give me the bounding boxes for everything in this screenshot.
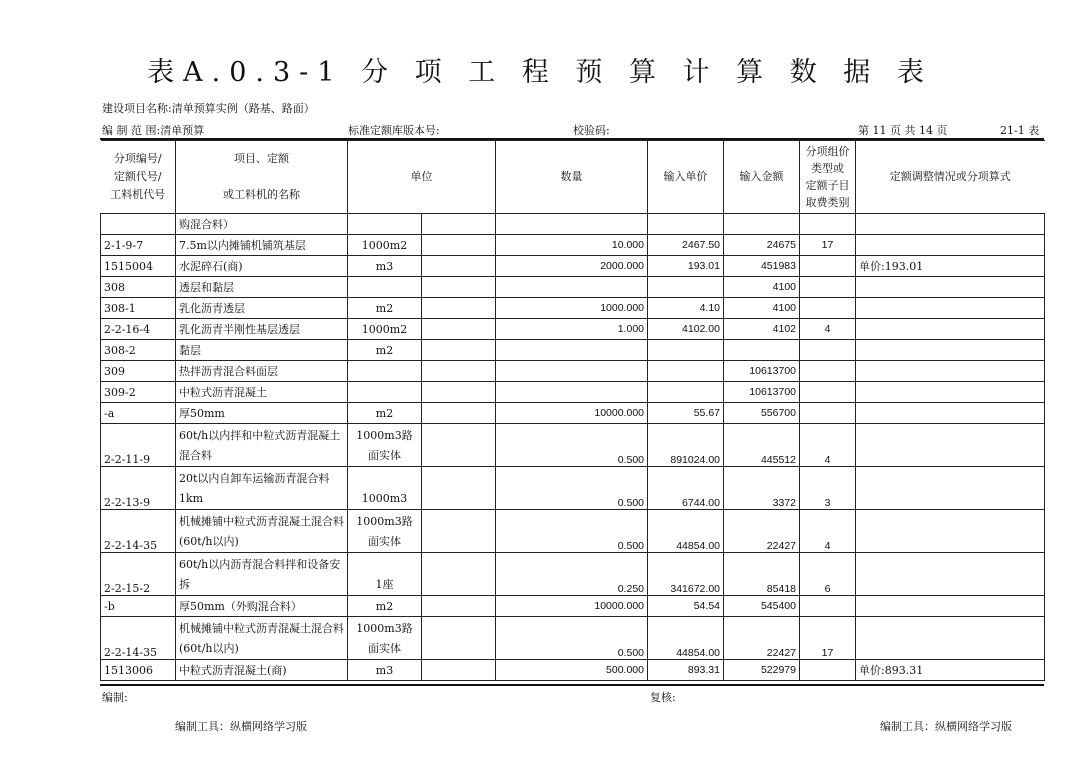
table-number: 21-1 表: [1000, 124, 1040, 137]
row-unit-price: 55.67: [648, 403, 724, 424]
row-category: [800, 361, 856, 382]
row-quantity: 10000.000: [496, 596, 648, 617]
row-name: 透层和黏层: [176, 277, 348, 298]
row-amount: 3372: [724, 467, 800, 510]
row-note: [856, 510, 1045, 553]
table-row: [101, 617, 1045, 660]
row-code: 2-2-14-35: [101, 617, 176, 660]
row-unit-spacer: [422, 467, 496, 510]
row-note: [856, 467, 1045, 510]
table-row: [101, 467, 1045, 510]
header-code: 分项编号/ 定额代号/ 工料机代号: [101, 141, 176, 214]
row-category: 4: [800, 319, 856, 340]
row-quantity: 500.000: [496, 660, 648, 681]
row-name: 中粒式沥青混凝土: [176, 382, 348, 403]
table-row: [101, 214, 1045, 235]
header-name: 项目、定额 或工料机的名称: [176, 141, 348, 214]
row-unit: m3: [348, 660, 422, 681]
header-note: 定额调整情况或分项算式: [856, 141, 1045, 214]
header-category: 分项组价 类型或 定额子目 取费类别: [800, 141, 856, 214]
row-unit-price: [648, 382, 724, 403]
tool-credit-left: 编制工具：纵横网络学习版: [175, 720, 307, 733]
row-amount: [724, 214, 800, 235]
row-name: 7.5m以内摊铺机铺筑基层: [176, 235, 348, 256]
row-quantity: [496, 214, 648, 235]
row-amount: 22427: [724, 510, 800, 553]
row-name: 热拌沥青混合料面层: [176, 361, 348, 382]
row-unit-price: 341672.00: [648, 553, 724, 596]
row-note: [856, 403, 1045, 424]
row-unit-spacer: [422, 319, 496, 340]
row-unit: m2: [348, 403, 422, 424]
table-row: [101, 382, 1045, 403]
row-unit-price: 891024.00: [648, 424, 724, 467]
row-note: [856, 340, 1045, 361]
row-unit-spacer: [422, 660, 496, 681]
page-title: 表A.0.3-1 分 项 工 程 预 算 计 算 数 据 表: [147, 57, 933, 88]
row-category: 17: [800, 617, 856, 660]
row-amount: 556700: [724, 403, 800, 424]
table-body: [101, 214, 1045, 681]
row-name: 乳化沥青半刚性基层透层: [176, 319, 348, 340]
row-unit-price: 54.54: [648, 596, 724, 617]
row-code: 2-2-13-9: [101, 467, 176, 510]
row-amount: 24675: [724, 235, 800, 256]
row-unit-spacer: [422, 382, 496, 403]
table-row: [101, 235, 1045, 256]
row-unit-price: [648, 277, 724, 298]
row-name: 厚50mm: [176, 403, 348, 424]
row-code: 1513006: [101, 660, 176, 681]
row-unit-spacer: [422, 298, 496, 319]
row-unit-price: 193.01: [648, 256, 724, 277]
row-amount: 545400: [724, 596, 800, 617]
row-unit: 1000m3路面实体: [348, 510, 422, 553]
row-unit-price: 4102.00: [648, 319, 724, 340]
scope-value: 清单预算: [160, 124, 205, 137]
row-category: [800, 403, 856, 424]
row-code: 308: [101, 277, 176, 298]
row-name: 中粒式沥青混凝土(商): [176, 660, 348, 681]
scope-line: [102, 122, 204, 138]
row-unit: 1000m3路面实体: [348, 424, 422, 467]
row-category: [800, 382, 856, 403]
row-unit: m2: [348, 298, 422, 319]
row-quantity: 0.500: [496, 617, 648, 660]
row-note: [856, 382, 1045, 403]
row-note: [856, 319, 1045, 340]
row-category: 3: [800, 467, 856, 510]
row-code: 2-2-14-35: [101, 510, 176, 553]
table-row: [101, 553, 1045, 596]
row-amount: 522979: [724, 660, 800, 681]
project-line: [102, 100, 315, 116]
row-unit-spacer: [422, 510, 496, 553]
row-amount: 4100: [724, 298, 800, 319]
row-code: 309: [101, 361, 176, 382]
row-quantity: 2000.000: [496, 256, 648, 277]
bottom-rule: [100, 684, 1044, 686]
row-note: [856, 277, 1045, 298]
row-quantity: [496, 340, 648, 361]
row-category: [800, 214, 856, 235]
row-note: [856, 617, 1045, 660]
row-name: 购混合料）: [176, 214, 348, 235]
row-quantity: [496, 382, 648, 403]
row-unit-spacer: [422, 214, 496, 235]
row-unit: [348, 382, 422, 403]
row-name: 黏层: [176, 340, 348, 361]
row-category: [800, 298, 856, 319]
header-amount: 输入金额: [724, 141, 800, 214]
row-unit: 1000m3路面实体: [348, 617, 422, 660]
row-amount: 10613700: [724, 382, 800, 403]
quota-version-label: 标准定额库版本号:: [348, 124, 440, 137]
row-quantity: [496, 277, 648, 298]
row-unit: m3: [348, 256, 422, 277]
row-unit-spacer: [422, 617, 496, 660]
table-row: [101, 256, 1045, 277]
checksum-label: 校验码:: [573, 124, 610, 137]
row-name: 乳化沥青透层: [176, 298, 348, 319]
table-row: [101, 319, 1045, 340]
page-info: 第 11 页 共 14 页: [858, 124, 948, 137]
table-row: [101, 340, 1045, 361]
row-unit-spacer: [422, 553, 496, 596]
row-unit-spacer: [422, 277, 496, 298]
row-unit-spacer: [422, 596, 496, 617]
reviewer-label: 复核:: [650, 691, 676, 704]
row-note: 单价:193.01: [856, 256, 1045, 277]
row-quantity: 0.500: [496, 467, 648, 510]
row-quantity: 10000.000: [496, 403, 648, 424]
row-note: [856, 596, 1045, 617]
row-unit-price: 893.31: [648, 660, 724, 681]
row-unit: [348, 214, 422, 235]
row-amount: 451983: [724, 256, 800, 277]
row-name: 60t/h以内沥青混合料拌和设备安拆: [176, 553, 348, 596]
row-code: 1515004: [101, 256, 176, 277]
row-unit: 1000m3: [348, 467, 422, 510]
row-category: [800, 256, 856, 277]
row-amount: 85418: [724, 553, 800, 596]
row-amount: 4102: [724, 319, 800, 340]
row-unit-price: [648, 361, 724, 382]
row-unit-price: 44854.00: [648, 510, 724, 553]
row-code: 2-2-16-4: [101, 319, 176, 340]
row-code: 2-2-11-9: [101, 424, 176, 467]
row-unit: [348, 361, 422, 382]
row-note: [856, 361, 1045, 382]
row-code: -b: [101, 596, 176, 617]
row-code: 308-1: [101, 298, 176, 319]
row-category: 6: [800, 553, 856, 596]
row-unit: 1000m2: [348, 235, 422, 256]
row-category: 4: [800, 510, 856, 553]
row-code: 309-2: [101, 382, 176, 403]
row-note: [856, 298, 1045, 319]
table-row: [101, 510, 1045, 553]
header-quantity: 数量: [496, 141, 648, 214]
row-amount: [724, 340, 800, 361]
row-quantity: 1.000: [496, 319, 648, 340]
row-name: 机械摊铺中粒式沥青混凝土混合料(60t/h以内): [176, 617, 348, 660]
row-unit: [348, 277, 422, 298]
tool-credit-right: 编制工具：纵横网络学习版: [880, 720, 1012, 733]
header-unit: 单位: [348, 141, 496, 214]
header-unit-price: 输入单价: [648, 141, 724, 214]
project-label: 建设项目名称:: [102, 102, 172, 115]
row-unit-spacer: [422, 361, 496, 382]
row-category: [800, 660, 856, 681]
row-code: 2-1-9-7: [101, 235, 176, 256]
table-row: [101, 298, 1045, 319]
row-unit-price: 44854.00: [648, 617, 724, 660]
row-amount: 4100: [724, 277, 800, 298]
row-code: -a: [101, 403, 176, 424]
row-amount: 22427: [724, 617, 800, 660]
row-category: 4: [800, 424, 856, 467]
row-amount: 10613700: [724, 361, 800, 382]
row-unit-price: 2467.50: [648, 235, 724, 256]
row-unit-price: [648, 340, 724, 361]
row-unit-price: 4.10: [648, 298, 724, 319]
row-quantity: 0.500: [496, 424, 648, 467]
row-unit-spacer: [422, 340, 496, 361]
row-name: 60t/h以内拌和中粒式沥青混凝土混合料: [176, 424, 348, 467]
row-quantity: [496, 361, 648, 382]
row-note: [856, 235, 1045, 256]
table-row: [101, 277, 1045, 298]
row-name: 20t以内自卸车运输沥青混合料1km: [176, 467, 348, 510]
budget-data-table: [100, 140, 1045, 681]
row-note: [856, 553, 1045, 596]
table-row: [101, 424, 1045, 467]
row-code: 308-2: [101, 340, 176, 361]
row-unit-price: [648, 214, 724, 235]
table-row: [101, 596, 1045, 617]
row-category: [800, 340, 856, 361]
table-row: [101, 403, 1045, 424]
project-value: 清单预算实例（路基、路面）: [171, 102, 315, 115]
row-category: [800, 596, 856, 617]
row-note: [856, 214, 1045, 235]
row-unit-spacer: [422, 235, 496, 256]
row-category: [800, 277, 856, 298]
row-unit: 1座: [348, 553, 422, 596]
compiler-label: 编制:: [102, 691, 128, 704]
row-note: [856, 424, 1045, 467]
row-name: 机械摊铺中粒式沥青混凝土混合料(60t/h以内): [176, 510, 348, 553]
table-row: [101, 660, 1045, 681]
row-unit: 1000m2: [348, 319, 422, 340]
table-header-row: [101, 141, 1045, 214]
row-quantity: 1000.000: [496, 298, 648, 319]
row-unit-spacer: [422, 424, 496, 467]
row-quantity: 0.500: [496, 510, 648, 553]
row-amount: 445512: [724, 424, 800, 467]
row-name: 水泥碎石(商): [176, 256, 348, 277]
row-quantity: 10.000: [496, 235, 648, 256]
row-code: [101, 214, 176, 235]
row-unit-spacer: [422, 256, 496, 277]
row-name: 厚50mm（外购混合料）: [176, 596, 348, 617]
scope-label: 编 制 范 围:: [102, 124, 161, 137]
row-quantity: 0.250: [496, 553, 648, 596]
row-category: 17: [800, 235, 856, 256]
row-unit-price: 6744.00: [648, 467, 724, 510]
row-unit: m2: [348, 596, 422, 617]
row-unit: m2: [348, 340, 422, 361]
row-code: 2-2-15-2: [101, 553, 176, 596]
row-note: 单价:893.31: [856, 660, 1045, 681]
table-row: [101, 361, 1045, 382]
row-unit-spacer: [422, 403, 496, 424]
